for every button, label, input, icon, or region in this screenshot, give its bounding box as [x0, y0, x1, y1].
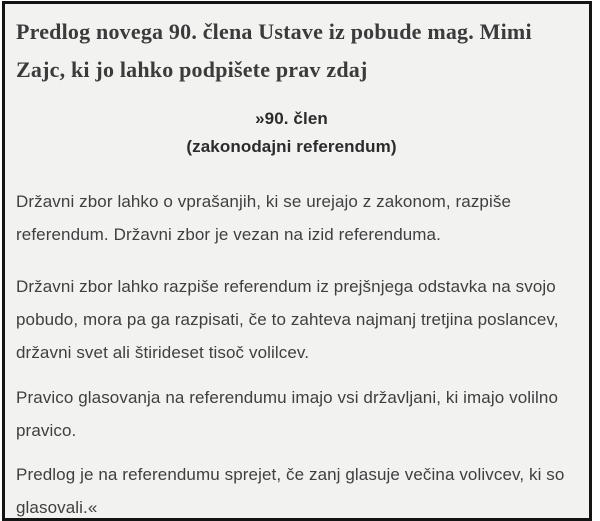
clause-paragraph-1: Državni zbor lahko o vprašanjih, ki se urejajo z zakonom, razpiše referendum. Državni zbor je vezan na izid referenduma. — [16, 192, 512, 244]
clause-paragraph-2: Državni zbor lahko razpiše referendum iz prejšnjega odstavka na svojo pobudo, mora pa ga razpisati, če to zahteva najmanj tretjina poslancev, državni svet ali štirideset tisoč volilcev. — [16, 277, 559, 362]
clause-paragraph-3: Pravico glasovanja na referendumu imajo vsi državljani, ki imajo volilno pravico. — [16, 388, 559, 440]
clause-heading-block — [16, 105, 567, 161]
clause-paragraph-4: Predlog je na referendumu sprejet, če zanj glasuje večina volivcev, ki so glasovali.« — [16, 465, 565, 517]
clause-subheading: (zakonodajni referendum) — [186, 137, 397, 156]
article-title: Predlog novega 90. člena Ustave iz pobude mag. Mimi Zajc, ki jo lahko podpišete prav zdaj — [16, 19, 532, 82]
clause-number-heading: »90. člen — [255, 109, 328, 128]
article-quote-box — [2, 1, 592, 521]
